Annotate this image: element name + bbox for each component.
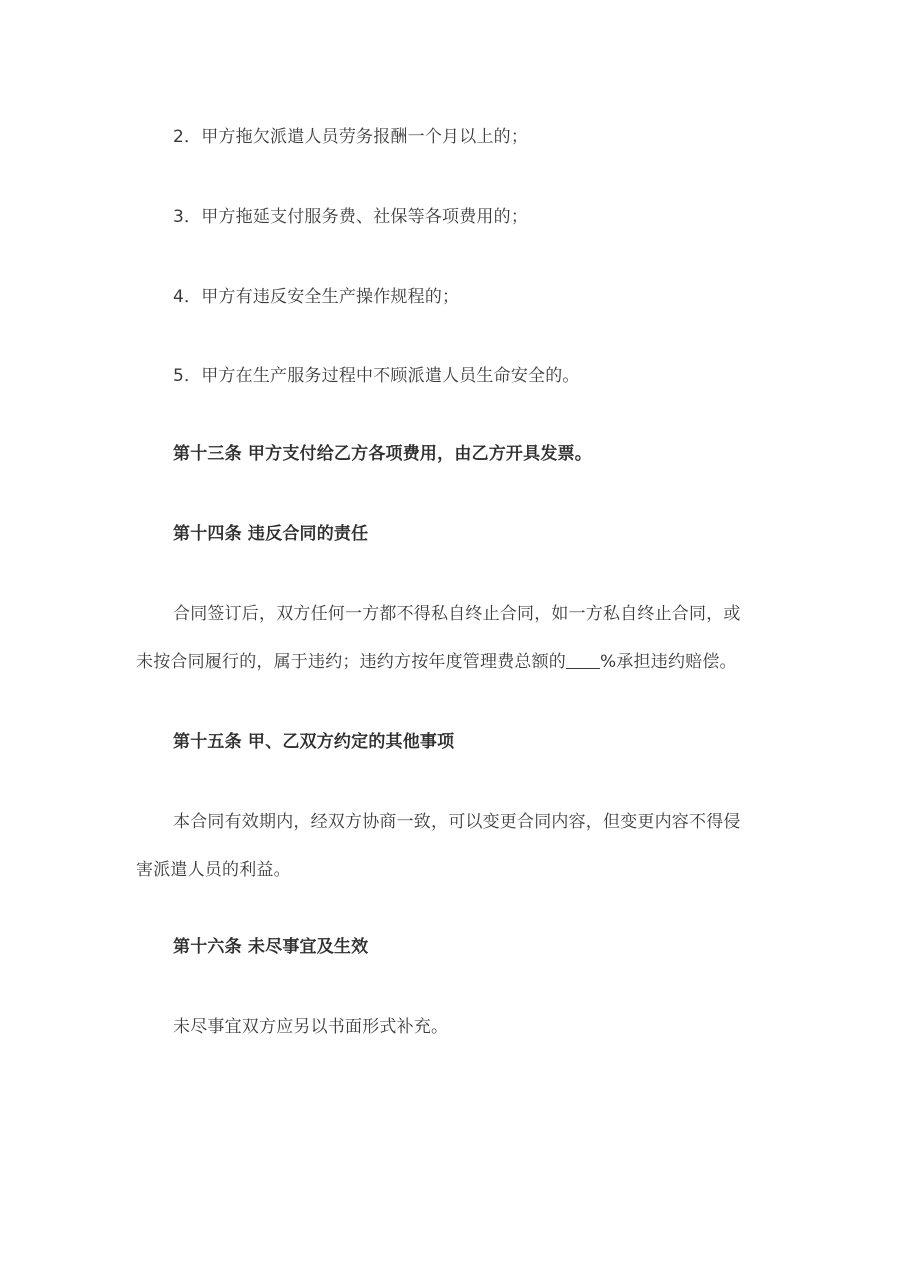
article-14-text-before-blank: 未按合同履行的，属于违约；违约方按年度管理费总额的	[136, 652, 566, 672]
fill-in-blank	[566, 650, 600, 669]
list-item-3: 3．甲方拖延支付服务费、社保等各项费用的；	[173, 207, 529, 227]
article-15-heading: 第十五条 甲、乙双方约定的其他事项	[173, 732, 455, 752]
article-15-paragraph-line-1: 本合同有效期内，经双方协商一致，可以变更合同内容，但变更内容不得侵	[173, 812, 741, 832]
list-item-4: 4．甲方有违反安全生产操作规程的；	[173, 287, 460, 307]
article-14-paragraph-line-2	[0, 650, 905, 674]
article-14-heading: 第十四条 违反合同的责任	[173, 524, 369, 544]
article-13-heading: 第十三条 甲方支付给乙方各项费用，由乙方开具发票。	[173, 444, 592, 464]
list-item-2: 2．甲方拖欠派遣人员劳务报酬一个月以上的；	[173, 127, 529, 147]
article-15-paragraph-line-2: 害派遣人员的利益。	[136, 860, 291, 880]
article-14-text-after-blank: %承担违约赔偿。	[600, 652, 737, 672]
article-16-paragraph: 未尽事宜双方应另以书面形式补充。	[173, 1017, 449, 1037]
article-16-heading: 第十六条 未尽事宜及生效	[173, 937, 369, 957]
list-item-5: 5．甲方在生产服务过程中不顾派遣人员生命安全的。	[173, 366, 580, 386]
article-14-paragraph-line-1: 合同签订后，双方任何一方都不得私自终止合同，如一方私自终止合同，或	[173, 604, 741, 624]
